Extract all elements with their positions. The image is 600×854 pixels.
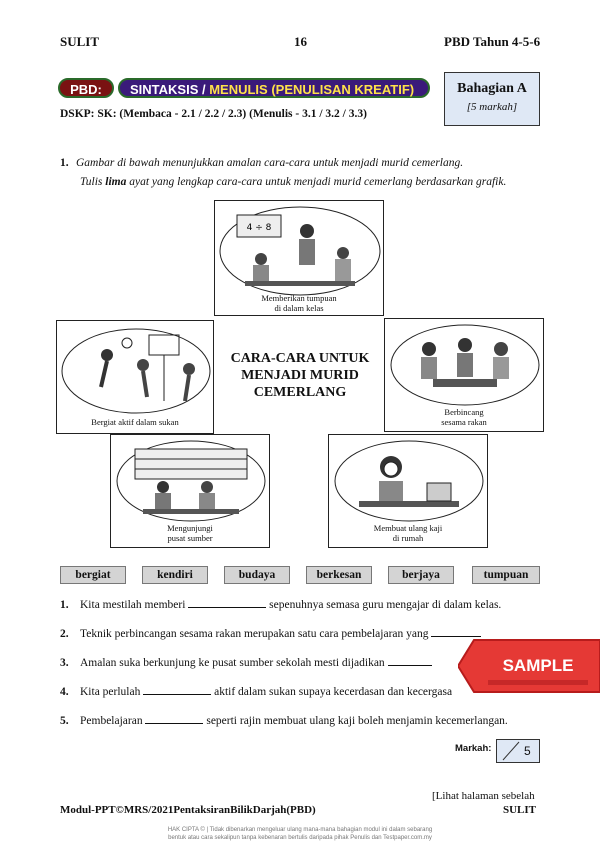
picture5-caption-line2: di rumah <box>392 533 424 543</box>
picture4-caption <box>111 523 269 543</box>
picture3-caption <box>385 407 543 427</box>
word-bank-item: budaya <box>224 566 290 584</box>
header-confidential: SULIT <box>60 34 100 49</box>
sentence-1 <box>60 597 501 611</box>
answer-blank-1[interactable] <box>188 597 266 608</box>
word-bank <box>60 566 540 584</box>
dskp-line: DSKP: SK: (Membaca - 2.1 / 2.2 / 2.3) (Menulis - 3.1 / 3.2 / 3.3) <box>60 108 367 120</box>
sentence-text-b: seperti rajin membuat ulang kaji boleh menjamin kecemerlangan. <box>203 715 508 727</box>
picture-revise-at-home <box>328 434 488 548</box>
sample-text: SAMPLE <box>502 656 574 675</box>
section-box <box>444 72 540 126</box>
picture3-caption-line1: Berbincang <box>444 407 484 417</box>
sentence-number: 2. <box>60 628 69 640</box>
page-number: 16 <box>294 34 307 49</box>
section-marks: [5 markah] <box>466 101 518 113</box>
footer-module: Modul-PPT©MRS/2021PentaksiranBilikDarjah(PBD) <box>60 804 316 816</box>
word-bank-item: berkesan <box>306 566 372 584</box>
sentence-number: 3. <box>60 657 69 669</box>
picture2-caption: Bergiat aktif dalam sukan <box>91 417 179 427</box>
section-title: Bahagian A <box>457 81 527 96</box>
topic-banner <box>118 78 430 98</box>
sentence-4 <box>60 684 452 698</box>
sentence-text-a: Kita mestilah memberi <box>80 599 189 611</box>
question-number: 1. <box>60 157 69 169</box>
footer-confidential: SULIT <box>503 804 537 816</box>
picture5-caption <box>329 523 487 543</box>
marks-slash-icon <box>497 740 539 762</box>
footer-next-page: [Lihat halaman sebelah <box>432 790 535 802</box>
sentence-number: 1. <box>60 599 69 611</box>
pbd-tag: PBD: <box>58 78 114 98</box>
picture-focus-in-class <box>214 200 384 316</box>
word-bank-item: tumpuan <box>472 566 540 584</box>
sentence-3 <box>60 655 432 669</box>
topic-part3: (PENULISAN KREATIF) <box>271 82 415 97</box>
header-level: PBD Tahun 4-5-6 <box>444 34 541 49</box>
sentence-5 <box>60 713 508 727</box>
sentence-number: 4. <box>60 686 69 698</box>
sentence-2 <box>60 626 481 640</box>
sentence-text-a: Amalan suka berkunjung ke pusat sumber sekolah mesti dijadikan <box>80 657 388 669</box>
sentence-text-a: Teknik perbincangan sesama rakan merupakan satu cara pembelajaran yang <box>80 628 432 640</box>
word-bank-item: bergiat <box>60 566 126 584</box>
answer-blank-4[interactable] <box>143 684 211 695</box>
question-line2-pre: Tulis <box>80 176 106 188</box>
question-line1: Gambar di bawah menunjukkan amalan cara-cara untuk menjadi murid cemerlang. <box>76 157 464 169</box>
picture1-caption-line1: Memberikan tumpuan <box>261 293 337 303</box>
answer-blank-5[interactable] <box>145 713 203 724</box>
picture-discuss-with-friends <box>384 318 544 432</box>
copyright-line2: bentuk atau cara sekalipun tanpa kebenaran bertulis daripada pihak Penulis dan Testpaper.com.my <box>168 835 432 841</box>
picture-visit-resource-centre <box>110 434 270 548</box>
question-instructions <box>60 154 540 192</box>
word-bank-item: kendiri <box>142 566 208 584</box>
copyright-notice <box>60 826 540 842</box>
answer-blank-2[interactable] <box>431 626 481 637</box>
sentence-text-a: Pembelajaran <box>80 715 146 727</box>
question-line2-post: ayat yang lengkap cara-cara untuk menjadi murid cemerlang berdasarkan grafik. <box>126 176 507 188</box>
sentence-text-b: sepenuhnya semasa guru mengajar di dalam kelas. <box>266 599 502 611</box>
marks-label: Markah: <box>455 743 492 754</box>
sample-watermark <box>458 638 600 694</box>
answer-blank-3[interactable] <box>388 655 432 666</box>
sentence-text-a: Kita perlulah <box>80 686 144 698</box>
word-bank-item: berjaya <box>388 566 454 584</box>
sentence-text-b: aktif dalam sukan supaya kecerdasan dan kecergasa <box>211 686 453 698</box>
board-text: 4 ÷ 8 <box>246 223 272 233</box>
question-line2-bold: lima <box>105 176 127 188</box>
picture-active-in-sports <box>56 320 214 434</box>
picture5-caption-line1: Membuat ulang kaji <box>373 523 443 533</box>
sentence-number: 5. <box>60 715 69 727</box>
marks-box <box>496 739 540 763</box>
marks-max: 5 <box>524 744 531 758</box>
copyright-line1: HAK CIPTA © | Tidak dibenarkan mengeluar ulang mana-mana bahagian modul ini dalam sebarang <box>167 827 433 833</box>
topic-part2: MENULIS <box>209 82 272 97</box>
sample-stamp-icon <box>458 638 600 694</box>
picture1-caption <box>215 293 383 313</box>
diagram-center-title: CARA-CARA UNTUK MENJADI MURID CEMERLANG <box>230 351 370 400</box>
picture3-caption-line2: sesama rakan <box>441 417 487 427</box>
picture4-caption-line1: Mengunjungi <box>167 523 213 533</box>
picture4-caption-line2: pusat sumber <box>167 533 213 543</box>
topic-part1: SINTAKSIS / <box>130 82 210 97</box>
picture1-caption-line2: di dalam kelas <box>274 303 324 313</box>
